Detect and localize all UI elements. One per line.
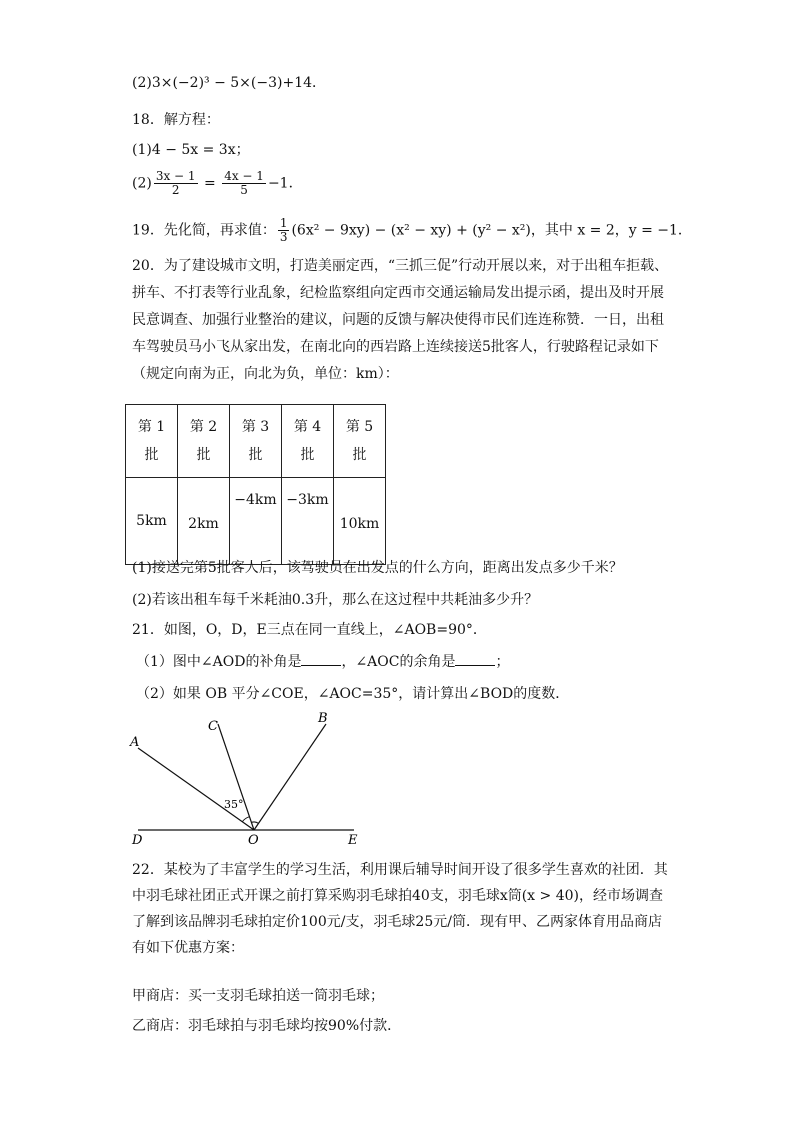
table-cell: −4km bbox=[230, 478, 282, 565]
label-B: B bbox=[318, 711, 328, 726]
q21-title: 21．如图，O，D，E三点在同一直线上，∠AOB=90°． bbox=[132, 622, 487, 638]
q18-part2-tail: −1． bbox=[267, 175, 303, 192]
table-value-row bbox=[126, 478, 386, 565]
q21-part1-end: ； bbox=[495, 654, 510, 670]
angle-figure bbox=[128, 708, 368, 848]
q21-part1 bbox=[136, 652, 509, 672]
q18-part2 bbox=[132, 170, 303, 197]
table-header-cell bbox=[126, 405, 178, 478]
ray-OB bbox=[254, 724, 326, 830]
q21-part2: （2）如果 OB 平分∠COE，∠AOC=35°，请计算出∠BOD的度数． bbox=[136, 686, 570, 702]
q18-rhs-fraction bbox=[222, 170, 266, 197]
q22-text: 22．某校为了丰富学生的学习生活，利用课后辅导时间开设了很多学生喜欢的社团．其中羽毛球社团正式开课之前打算采购羽毛球拍40支，羽毛球x筒(x > 40)，经市场调查了解到该品牌羽毛球拍定价100元/支，羽毛球25元/筒．现有甲、乙两家体育用品商店有如下优惠方案： bbox=[132, 862, 668, 956]
table-cell: 5km bbox=[126, 478, 178, 565]
q19-frac-denominator: 3 bbox=[279, 230, 288, 244]
ray-OC bbox=[218, 724, 254, 830]
q21-part1-b: ，∠AOC的余角是 bbox=[341, 654, 456, 670]
q19-line bbox=[132, 217, 692, 244]
q18-rhs-numerator: 4x − 1 bbox=[224, 169, 264, 183]
q17-part2: (2)3×(−2)³ − 5×(−3)+14． bbox=[132, 75, 327, 91]
table-header-row bbox=[126, 405, 386, 478]
table-cell: 2km bbox=[178, 478, 230, 565]
shop-b-offer: 乙商店：羽毛球拍与羽毛球均按90%付款． bbox=[132, 1018, 402, 1034]
label-E: E bbox=[348, 833, 358, 848]
q19-fraction bbox=[278, 217, 290, 244]
q18-lhs-denominator: 2 bbox=[171, 183, 180, 197]
q18-part1: (1)4 − 5x = 3x； bbox=[132, 142, 250, 158]
angle-arc-COB bbox=[251, 822, 258, 823]
table-cell: −3km bbox=[282, 478, 334, 565]
q19-expression: (6x² − 9xy) − (x² − xy) + (y² − x²)，其中 x = 2，y = −1． bbox=[291, 222, 692, 239]
q20-text: 20．为了建设城市文明，打造美丽定西，“三抓三促”行动开展以来，对于出租车拒载、拼车、不打表等行业乱象，纪检监察组向定西市交通运输局发出提示函，提出及时开展民意调查、加强行业整治的建议，问题的反馈与解决使得市民们连连称赞．一日，出租车驾驶员马小飞从家出发，在南北向的西岩路上连续接送5批客人，行驶路程记录如下（规定向南为正，向北为负，单位：km）： bbox=[132, 258, 669, 382]
header-text: 第 4 批 bbox=[293, 419, 322, 463]
header-text: 第 3 批 bbox=[241, 419, 270, 463]
label-D: D bbox=[132, 833, 143, 848]
q18-equals: = bbox=[199, 175, 221, 192]
label-C: C bbox=[208, 719, 218, 734]
table-header-cell bbox=[178, 405, 230, 478]
q19-prefix: 19．先化简，再求值： bbox=[132, 222, 276, 239]
q21-part1-a: （1）图中∠AOD的补角是 bbox=[136, 654, 302, 670]
table-cell: 10km bbox=[334, 478, 386, 565]
q18-rhs-denominator: 5 bbox=[240, 183, 248, 197]
answer-blank[interactable] bbox=[301, 653, 341, 666]
header-text: 第 1 批 bbox=[137, 419, 166, 463]
angle-label: 35° bbox=[224, 798, 244, 811]
ray-OA bbox=[138, 748, 254, 830]
label-O: O bbox=[248, 833, 259, 848]
header-text: 第 5 批 bbox=[345, 419, 374, 463]
table-header-cell bbox=[334, 405, 386, 478]
trip-record-table bbox=[125, 404, 386, 565]
table-header-cell bbox=[282, 405, 334, 478]
q18-part2-prefix: (2) bbox=[132, 175, 152, 192]
q18-title: 18．解方程： bbox=[132, 112, 220, 128]
label-A: A bbox=[130, 735, 140, 750]
shop-a-offer: 甲商店：买一支羽毛球拍送一筒羽毛球； bbox=[132, 988, 384, 1004]
answer-blank[interactable] bbox=[455, 653, 495, 666]
q18-lhs-numerator: 3x − 1 bbox=[155, 169, 196, 183]
table-header-cell bbox=[230, 405, 282, 478]
q18-lhs-fraction bbox=[154, 170, 198, 197]
q20-question-1: (1)接送完第5批客人后，该驾驶员在出发点的什么方向，距离出发点多少千米？ bbox=[132, 560, 623, 576]
header-text: 第 2 批 bbox=[189, 419, 218, 463]
angle-arc-AOC bbox=[242, 817, 249, 822]
q20-question-2: (2)若该出租车每千米耗油0.3升，那么在这过程中共耗油多少升？ bbox=[132, 592, 539, 608]
q19-frac-numerator: 1 bbox=[279, 216, 288, 230]
